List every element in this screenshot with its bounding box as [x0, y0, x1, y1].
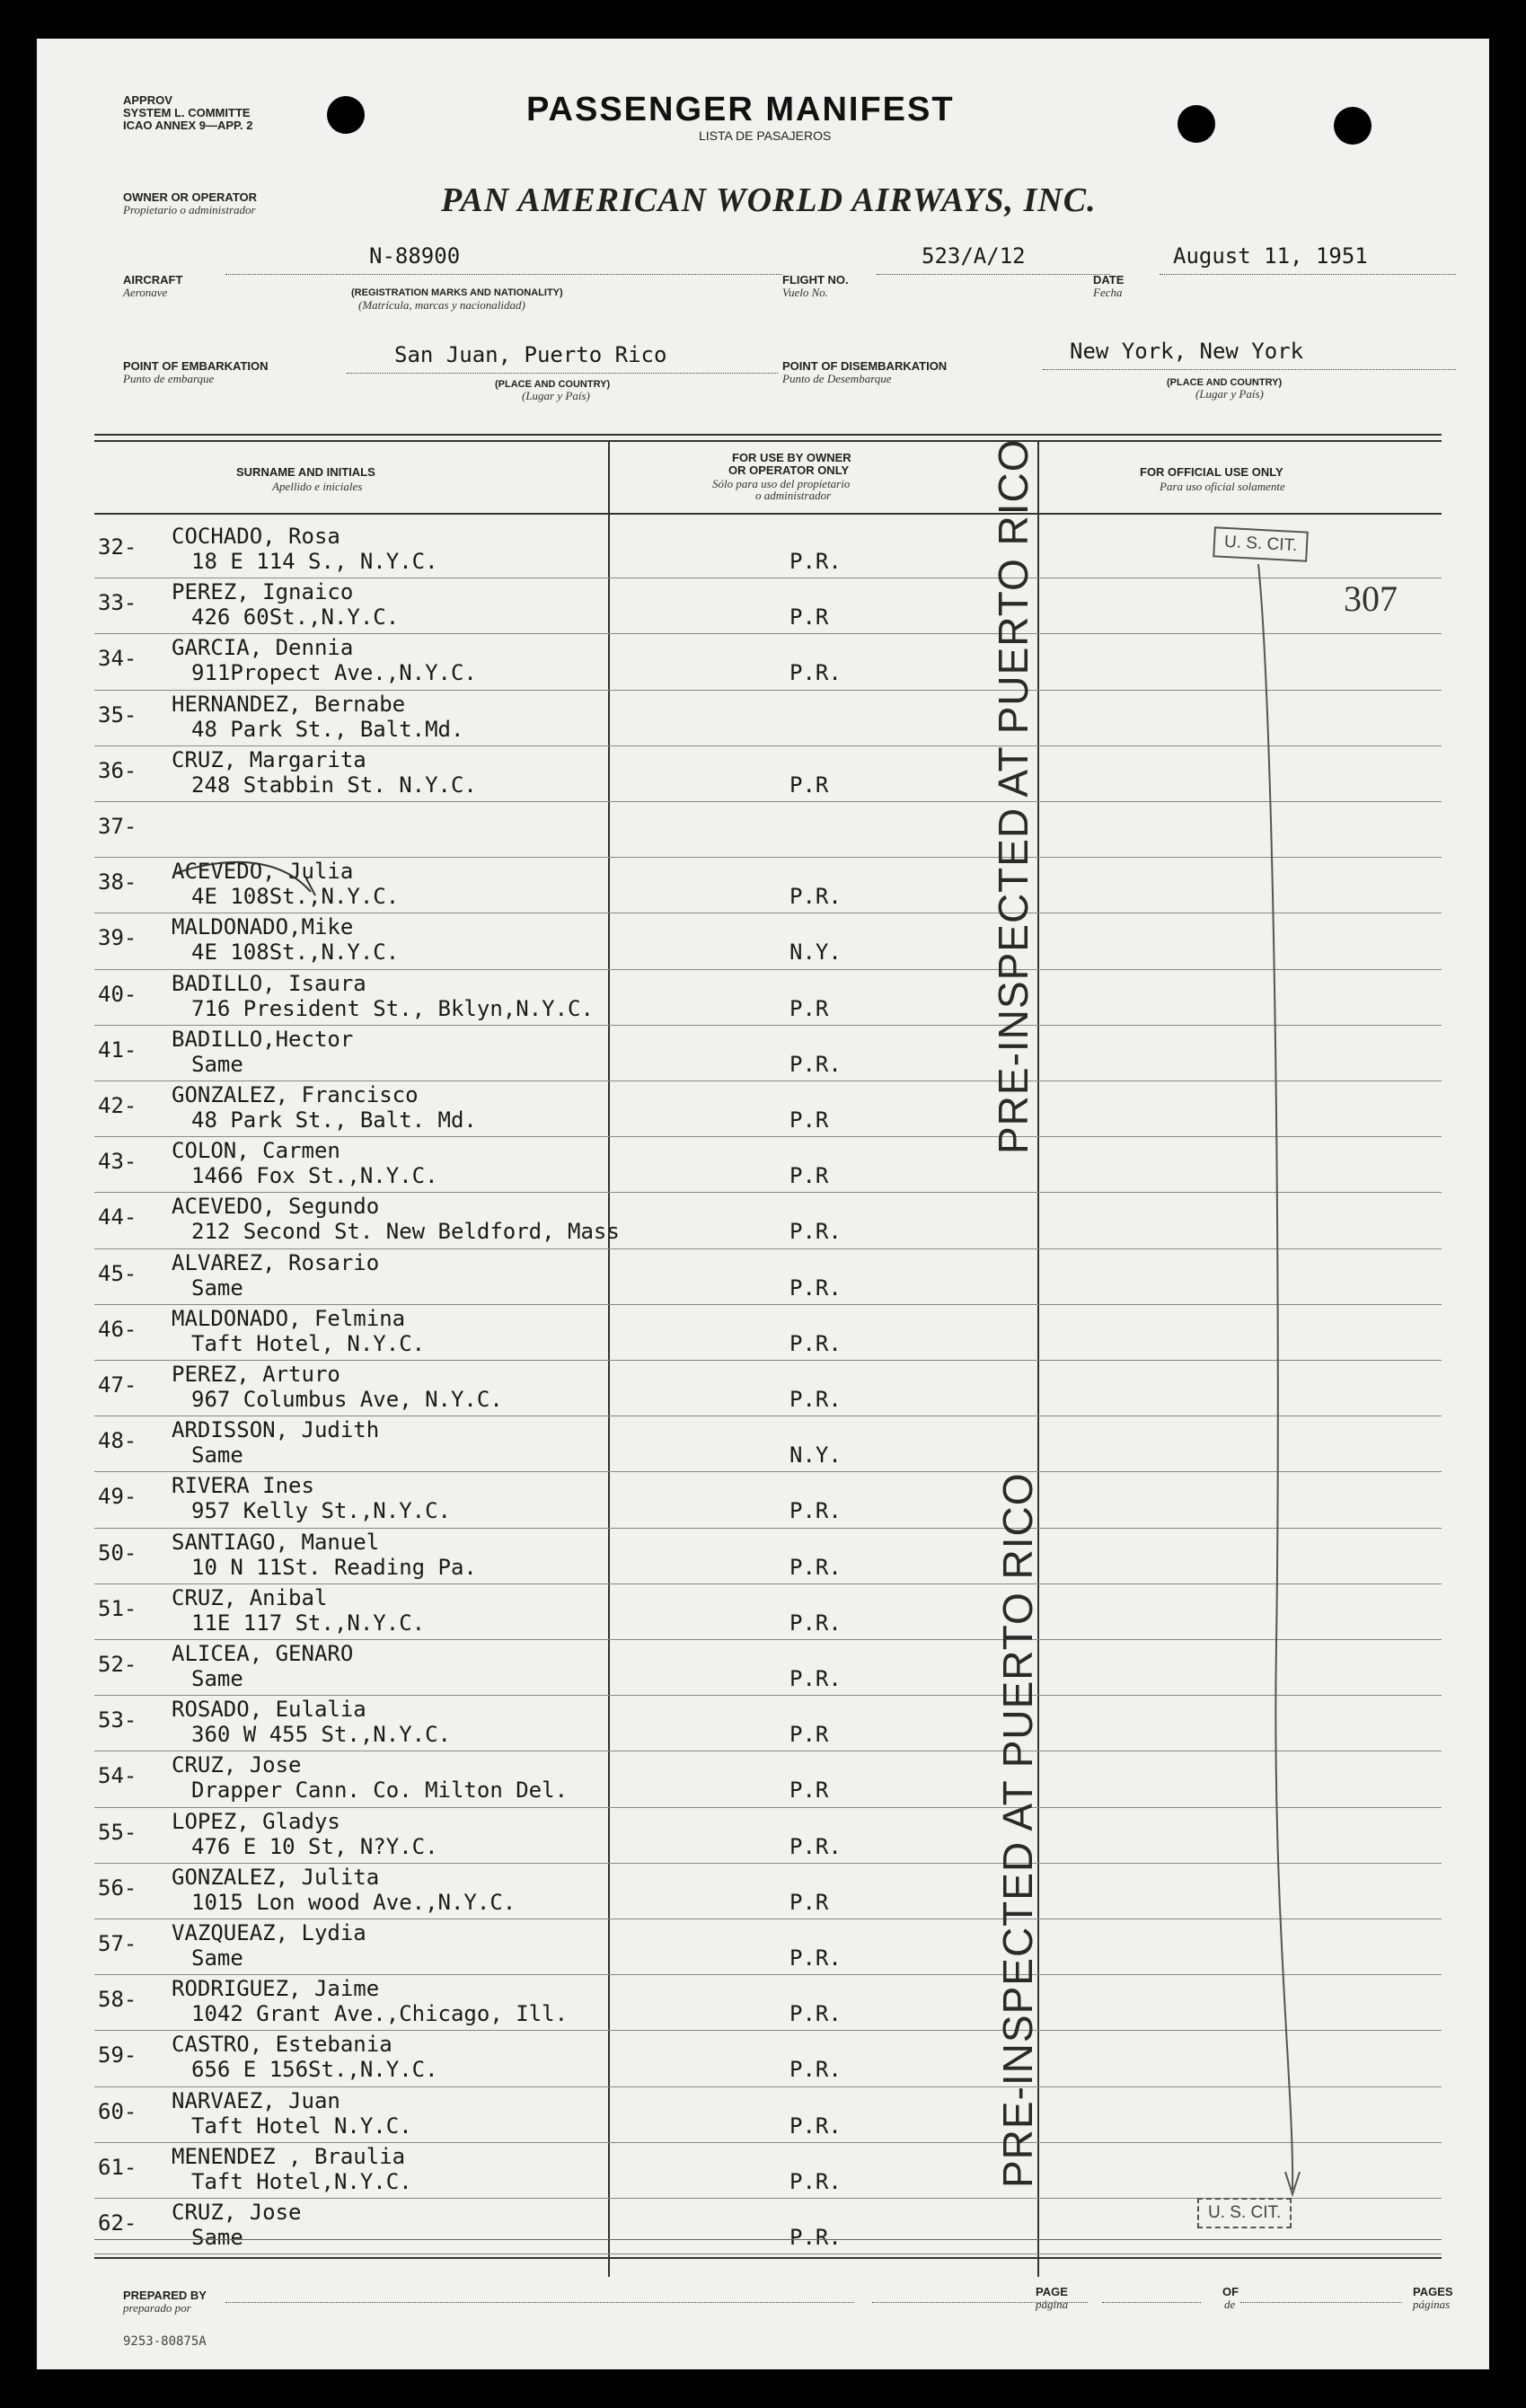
passenger-name: COLON, Carmen: [172, 1138, 340, 1164]
row-number: 55-: [98, 1819, 137, 1845]
origin-code: P.R: [789, 1163, 829, 1189]
approval-line: SYSTEM L. COMMITTE: [123, 106, 251, 119]
row-number: 33-: [98, 590, 137, 616]
column-divider: [608, 440, 610, 2277]
origin-code: P.R: [789, 1722, 829, 1748]
row-number: 32-: [98, 534, 137, 560]
row-number: 62-: [98, 2210, 137, 2236]
registration-note: (REGISTRATION MARKS AND NATIONALITY): [351, 287, 563, 298]
passenger-name: ALICEA, GENARO: [172, 1641, 354, 1666]
origin-code: P.R.: [789, 660, 842, 686]
date-label: DATE: [1093, 273, 1125, 287]
owner-use-header-es-1: Sólo para uso del propietario: [712, 477, 851, 490]
passenger-address: 716 President St., Bklyn,N.Y.C.: [191, 995, 594, 1021]
row-number: 54-: [98, 1763, 137, 1789]
passenger-address: 4E 108St.,N.Y.C.: [191, 884, 400, 910]
row-number: 57-: [98, 1931, 137, 1956]
row-divider: [94, 745, 1442, 746]
disembark-value: New York, New York: [1070, 339, 1304, 364]
passenger-address: 426 60St.,N.Y.C.: [191, 604, 400, 631]
passenger-name: GONZALEZ, Julita: [172, 1864, 380, 1890]
passenger-name: COCHADO, Rosa: [172, 524, 340, 549]
passenger-name: RIVERA Ines: [172, 1473, 314, 1499]
embark-value: San Juan, Puerto Rico: [394, 342, 667, 367]
aircraft-label-es: Aeronave: [123, 286, 168, 299]
row-number: 56-: [98, 1874, 137, 1901]
date-value: August 11, 1951: [1173, 243, 1368, 269]
official-column-header: FOR OFFICIAL USE ONLY: [1140, 465, 1283, 479]
passenger-address: 476 E 10 St, N?Y.C.: [191, 1833, 438, 1859]
origin-code: P.R.: [789, 2001, 842, 2027]
origin-code: P.R.: [789, 884, 842, 910]
row-divider: [94, 1863, 1442, 1864]
origin-code: P.R.: [789, 1833, 842, 1859]
disembark-label-es: Punto de Desembarque: [782, 372, 892, 385]
passenger-name: ALVAREZ, Rosario: [172, 1249, 380, 1275]
origin-code: P.R.: [789, 1219, 842, 1245]
origin-code: P.R.: [789, 1554, 842, 1580]
row-number: 36-: [98, 757, 137, 783]
disembark-label: POINT OF DISEMBARKATION: [782, 359, 948, 373]
origin-code: N.Y.: [789, 1442, 842, 1469]
pages-label: PAGES: [1413, 2285, 1453, 2298]
origin-code: P.R: [789, 1107, 829, 1133]
prepared-by-label-es: preparado por: [123, 2301, 191, 2315]
passenger-address: Same: [191, 2225, 243, 2250]
row-number: 61-: [98, 2154, 137, 2180]
prepared-by-label: PREPARED BY: [123, 2289, 207, 2302]
owner-value: PAN AMERICAN WORLD AIRWAYS, INC.: [441, 181, 1097, 219]
row-divider: [94, 633, 1442, 634]
origin-code: P.R.: [789, 1275, 842, 1301]
origin-code: P.R.: [789, 1051, 842, 1077]
passenger-address: Same: [191, 1275, 243, 1301]
embark-label: POINT OF EMBARKATION: [123, 359, 269, 373]
page-subtitle: LISTA DE PASAJEROS: [699, 128, 832, 143]
punch-hole-left: [327, 96, 365, 134]
pen-stroke: [172, 838, 354, 901]
row-number: 50-: [98, 1539, 137, 1566]
row-divider: [94, 690, 1442, 691]
passenger-name: BADILLO,Hector: [172, 1026, 354, 1052]
origin-code: P.R.: [789, 2113, 842, 2139]
passenger-address: Taft Hotel,N.Y.C.: [191, 2168, 412, 2194]
owner-use-header-es-2: o administrador: [755, 489, 832, 502]
origin-code: P.R.: [789, 1330, 842, 1356]
origin-code: P.R: [789, 1889, 829, 1915]
row-divider: [94, 2086, 1442, 2087]
page-label-es: página: [1036, 2298, 1069, 2311]
us-cit-stamp-top: U. S. CIT.: [1213, 526, 1309, 561]
origin-code: P.R.: [789, 2057, 842, 2083]
flight-value: 523/A/12: [922, 243, 1026, 269]
approval-line: ICAO ANNEX 9—APP. 2: [123, 119, 253, 132]
form-number: 9253-80875A: [123, 2334, 207, 2349]
origin-code: P.R: [789, 995, 829, 1021]
passenger-name: RODRIGUEZ, Jaime: [172, 1976, 380, 2002]
origin-code: P.R.: [789, 1945, 842, 1971]
owner-label-es: Propietario o administrador: [123, 203, 256, 216]
punch-hole-right-1: [1178, 105, 1215, 143]
embark-place-note: (PLACE AND COUNTRY): [495, 379, 611, 390]
row-number: 42-: [98, 1093, 137, 1118]
origin-code: P.R.: [789, 549, 842, 574]
row-divider: [94, 1471, 1442, 1472]
row-number: 41-: [98, 1036, 137, 1063]
passenger-name: CRUZ, Jose: [172, 2200, 302, 2225]
row-divider: [94, 1807, 1442, 1808]
row-number: 52-: [98, 1652, 137, 1677]
disembark-place-note-es: (Lugar y País): [1195, 387, 1264, 401]
row-number: 49-: [98, 1484, 137, 1510]
origin-code: P.R.: [789, 1666, 842, 1691]
passenger-address: 248 Stabbin St. N.Y.C.: [191, 772, 477, 798]
passenger-address: 48 Park St., Balt. Md.: [191, 1107, 477, 1133]
passenger-name: CASTRO, Estebania: [172, 2032, 393, 2058]
passenger-address: 212 Second St. New Beldford, Mass: [191, 1219, 620, 1245]
pre-inspected-stamp-lower: PRE-INSPECTED AT PUERTO RICO: [994, 1472, 1041, 2188]
row-divider: [94, 2030, 1442, 2031]
origin-code: P.R: [789, 1777, 829, 1804]
row-number: 51-: [98, 1595, 137, 1621]
origin-code: P.R.: [789, 1387, 842, 1412]
row-divider: [94, 1248, 1442, 1249]
row-number: 38-: [98, 869, 137, 895]
passenger-address: 10 N 11St. Reading Pa.: [191, 1554, 477, 1580]
row-divider: [94, 1695, 1442, 1696]
page-label: PAGE: [1036, 2285, 1068, 2298]
passenger-address: 48 Park St., Balt.Md.: [191, 716, 464, 742]
passenger-count: 307: [1344, 578, 1398, 619]
date-label-es: Fecha: [1093, 286, 1123, 299]
row-divider: [94, 1136, 1442, 1137]
approval-block: [123, 94, 253, 132]
row-divider: [94, 1192, 1442, 1193]
origin-code: P.R.: [789, 2168, 842, 2194]
row-divider: [94, 1583, 1442, 1584]
passenger-address: 656 E 156St.,N.Y.C.: [191, 2057, 438, 2083]
passenger-name: PEREZ, Ignaico: [172, 579, 354, 605]
row-number: 43-: [98, 1149, 137, 1175]
manifest-page: [37, 39, 1489, 2369]
passenger-name: NARVAEZ, Juan: [172, 2087, 340, 2113]
passenger-name: ARDISSON, Judith: [172, 1417, 380, 1443]
row-number: 45-: [98, 1260, 137, 1286]
passenger-name: GARCIA, Dennia: [172, 635, 354, 661]
passenger-address: Drapper Cann. Co. Milton Del.: [191, 1777, 569, 1804]
aircraft-value: N-88900: [369, 243, 461, 269]
passenger-name: BADILLO, Isaura: [172, 970, 366, 996]
passenger-name: GONZALEZ, Francisco: [172, 1082, 419, 1107]
passenger-name: MENENDEZ , Braulia: [172, 2143, 406, 2169]
row-number: 35-: [98, 701, 137, 728]
row-divider: [94, 1528, 1442, 1529]
passenger-address: 18 E 114 S., N.Y.C.: [191, 549, 438, 574]
passenger-address: 1015 Lon wood Ave.,N.Y.C.: [191, 1889, 516, 1915]
page-title: PASSENGER MANIFEST: [526, 91, 955, 128]
row-divider: [94, 801, 1442, 802]
of-label: OF: [1222, 2285, 1239, 2298]
passenger-name: ROSADO, Eulalia: [172, 1697, 366, 1723]
origin-code: N.Y.: [789, 939, 842, 966]
row-number: 47-: [98, 1372, 137, 1398]
row-number: 53-: [98, 1707, 137, 1733]
embark-label-es: Punto de embarque: [123, 372, 215, 385]
passenger-address: Same: [191, 1442, 243, 1469]
row-number: 58-: [98, 1987, 137, 2013]
passenger-name: ACEVEDO, Segundo: [172, 1194, 380, 1220]
row-number: 59-: [98, 2042, 137, 2068]
embark-place-note-es: (Lugar y País): [522, 389, 590, 402]
row-divider: [94, 1918, 1442, 1919]
row-divider: [94, 1025, 1442, 1026]
passenger-address: Same: [191, 1666, 243, 1691]
row-number: 48-: [98, 1428, 137, 1454]
origin-code: P.R.: [789, 1498, 842, 1524]
official-column-header-es: Para uso oficial solamente: [1160, 480, 1285, 493]
passenger-address: 11E 117 St.,N.Y.C.: [191, 1610, 426, 1636]
passenger-address: Taft Hotel, N.Y.C.: [191, 1330, 426, 1356]
row-number: 39-: [98, 925, 137, 951]
pre-inspected-stamp-upper: PRE-INSPECTED AT PUERTO RICO: [990, 438, 1036, 1154]
row-number: 40-: [98, 981, 137, 1007]
disembark-place-note: (PLACE AND COUNTRY): [1167, 377, 1283, 388]
origin-code: P.R.: [789, 1610, 842, 1636]
owner-use-header-2: OR OPERATOR ONLY: [728, 463, 850, 477]
origin-code: P.R.: [789, 2225, 842, 2250]
aircraft-label: AIRCRAFT: [123, 273, 183, 287]
flight-label: FLIGHT NO.: [782, 273, 849, 287]
passenger-address: Same: [191, 1945, 243, 1971]
passenger-address: 360 W 455 St.,N.Y.C.: [191, 1722, 451, 1748]
registration-note-es: (Matrícula, marcas y nacionalidad): [358, 298, 525, 312]
row-number: 46-: [98, 1316, 137, 1342]
passenger-name: PEREZ, Arturo: [172, 1362, 340, 1387]
row-number: 60-: [98, 2098, 137, 2124]
flight-label-es: Vuelo No.: [782, 286, 829, 299]
passenger-address: Same: [191, 1051, 243, 1077]
passenger-name: MALDONADO, Felmina: [172, 1305, 406, 1331]
passenger-name: LOPEZ, Gladys: [172, 1808, 340, 1834]
passenger-address: Taft Hotel N.Y.C.: [191, 2113, 412, 2139]
us-cit-stamp-bottom: U. S. CIT.: [1197, 2198, 1292, 2228]
owner-use-header-1: FOR USE BY OWNER: [732, 451, 851, 464]
row-divider: [94, 969, 1442, 970]
surname-column-header-es: Apellido e iniciales: [272, 480, 363, 493]
row-divider: [94, 1304, 1442, 1305]
owner-label: OWNER OR OPERATOR: [123, 190, 258, 204]
origin-code: P.R: [789, 604, 829, 631]
passenger-address: 1466 Fox St.,N.Y.C.: [191, 1163, 438, 1189]
row-divider: [94, 1639, 1442, 1640]
row-divider: [94, 1360, 1442, 1361]
row-divider: [94, 2142, 1442, 2143]
row-divider: [94, 1974, 1442, 1975]
passenger-name: SANTIAGO, Manuel: [172, 1529, 380, 1555]
passenger-name: CRUZ, Anibal: [172, 1584, 328, 1610]
pages-label-es: páginas: [1413, 2298, 1451, 2311]
passenger-name: MALDONADO,Mike: [172, 914, 354, 940]
of-label-es: de: [1224, 2298, 1236, 2311]
passenger-address: 967 Columbus Ave, N.Y.C.: [191, 1387, 503, 1412]
row-number: 44-: [98, 1204, 137, 1230]
passenger-name: CRUZ, Margarita: [172, 746, 366, 772]
passenger-name: HERNANDEZ, Bernabe: [172, 691, 406, 717]
passenger-address: 1042 Grant Ave.,Chicago, Ill.: [191, 2001, 569, 2027]
passenger-address: 957 Kelly St.,N.Y.C.: [191, 1498, 451, 1524]
passenger-name: ACEVEDO, Julia: [172, 859, 354, 885]
approval-line: APPROV: [123, 93, 172, 107]
passenger-address: 4E 108St.,N.Y.C.: [191, 939, 400, 966]
passenger-name: VAZQUEAZ, Lydia: [172, 1920, 366, 1945]
passenger-address: 911Propect Ave.,N.Y.C.: [191, 660, 477, 686]
row-number: 34-: [98, 646, 137, 672]
row-number: 37-: [98, 814, 137, 839]
punch-hole-right-2: [1334, 107, 1372, 145]
origin-code: P.R: [789, 772, 829, 798]
surname-column-header: SURNAME AND INITIALS: [236, 465, 375, 479]
pencil-arrow: [1249, 564, 1321, 2208]
passenger-name: CRUZ, Jose: [172, 1752, 302, 1778]
